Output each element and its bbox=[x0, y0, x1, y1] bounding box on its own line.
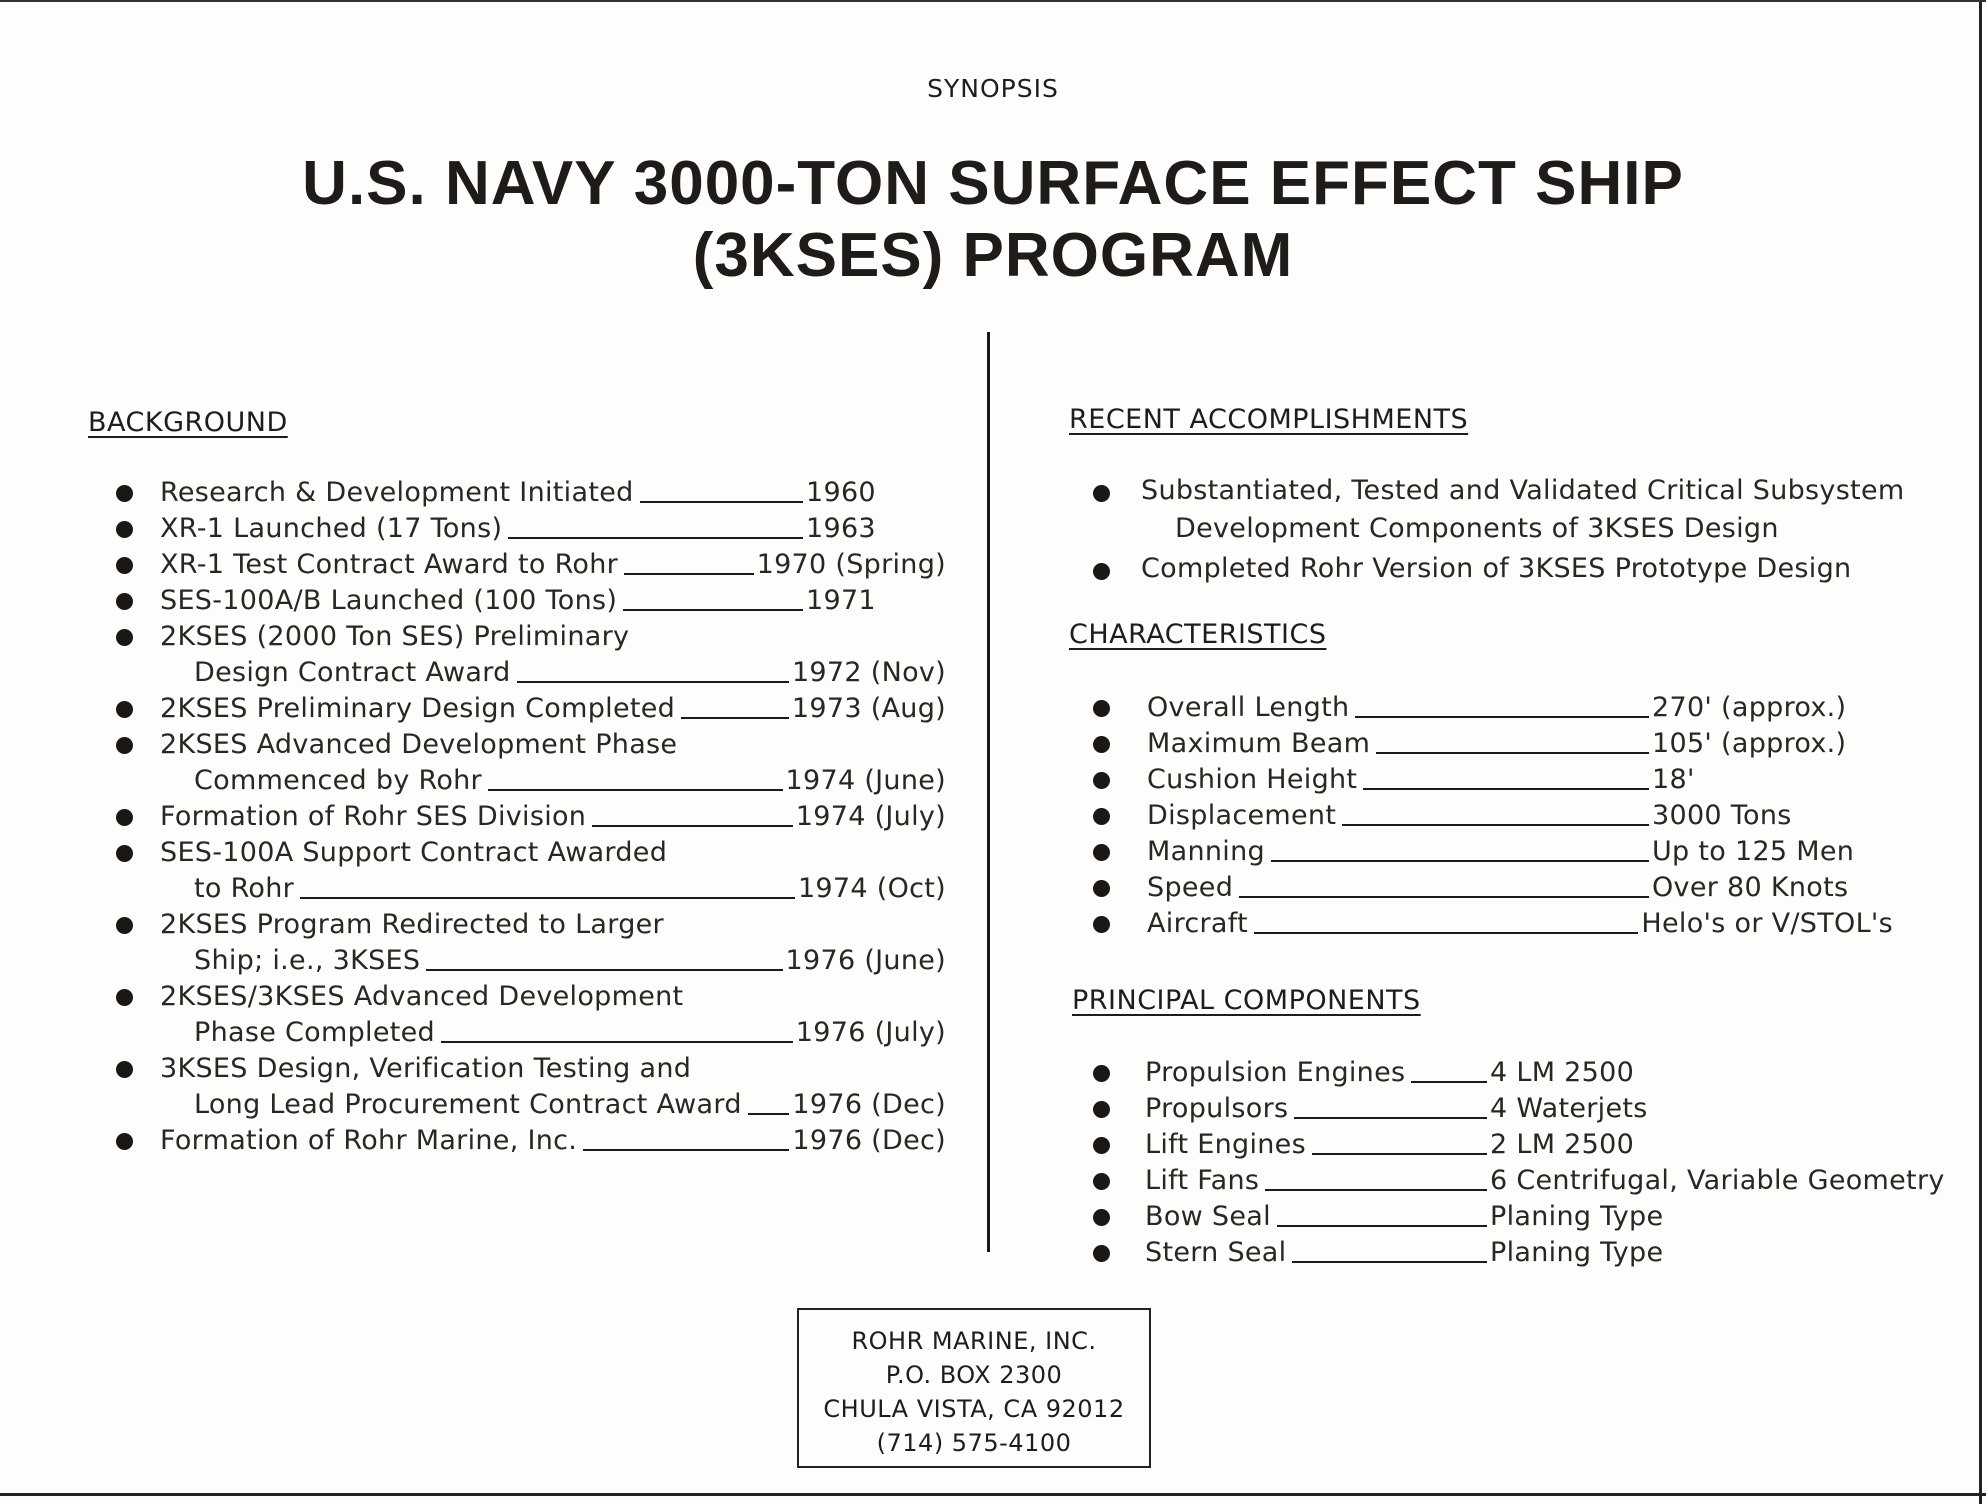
background-list bbox=[116, 475, 946, 1159]
item-date: 1976 (Dec) bbox=[792, 1125, 946, 1156]
item-value: 18' bbox=[1652, 764, 1695, 795]
list-item bbox=[1093, 870, 1893, 906]
item-label: Propulsors bbox=[1145, 1093, 1289, 1124]
item-date: 1960 bbox=[806, 477, 876, 508]
item-lead bbox=[160, 871, 798, 907]
item-text-cont: Commenced by Rohr bbox=[194, 765, 482, 796]
item-lead bbox=[1145, 1163, 1490, 1199]
leader-line bbox=[624, 573, 754, 575]
leader-line bbox=[1292, 1261, 1487, 1263]
characteristics-heading: CHARACTERISTICS bbox=[1069, 619, 1327, 650]
bullet-icon bbox=[116, 593, 133, 610]
title-line-2: (3KSES) PROGRAM bbox=[692, 221, 1294, 290]
item-text: SES-100A Support Contract Awarded bbox=[160, 837, 668, 868]
bullet-icon bbox=[1093, 1245, 1110, 1262]
bullet-icon bbox=[116, 521, 133, 538]
item-date: 1970 (Spring) bbox=[756, 549, 946, 580]
item-row bbox=[1147, 762, 1893, 798]
bullet-icon bbox=[1093, 1101, 1110, 1118]
column-divider bbox=[987, 332, 990, 1252]
bullet-icon bbox=[1093, 1065, 1110, 1082]
bullet-icon bbox=[116, 1061, 133, 1078]
leader-line bbox=[1312, 1153, 1487, 1155]
list-item bbox=[116, 799, 946, 835]
page-title bbox=[0, 148, 1986, 292]
list-item bbox=[1093, 834, 1893, 870]
bullet-icon bbox=[116, 485, 133, 502]
list-item bbox=[116, 619, 946, 691]
leader-line bbox=[1376, 752, 1649, 754]
item-lead bbox=[160, 1015, 796, 1051]
item-lead bbox=[160, 583, 806, 619]
bullet-icon bbox=[116, 629, 133, 646]
bullet-icon bbox=[1093, 880, 1110, 897]
item-text-cont: to Rohr bbox=[194, 873, 295, 904]
bullet-icon bbox=[116, 737, 133, 754]
list-item bbox=[1093, 1199, 1953, 1235]
bullet-icon bbox=[116, 809, 133, 826]
list-item bbox=[116, 511, 946, 547]
item-label: Lift Fans bbox=[1145, 1165, 1260, 1196]
item-text: XR-1 Test Contract Award to Rohr bbox=[160, 549, 619, 580]
item-label: Maximum Beam bbox=[1147, 728, 1371, 759]
list-item bbox=[1093, 550, 1933, 588]
item-date: 1973 (Aug) bbox=[791, 693, 946, 724]
list-item bbox=[116, 1123, 946, 1159]
bullet-icon bbox=[1093, 808, 1110, 825]
leader-line bbox=[681, 717, 789, 719]
leader-line bbox=[1239, 896, 1649, 898]
list-item bbox=[1093, 1055, 1953, 1091]
list-item bbox=[1093, 472, 1933, 548]
item-text: XR-1 Launched (17 Tons) bbox=[160, 513, 503, 544]
item-lead bbox=[1145, 1199, 1490, 1235]
item-date: 1974 (July) bbox=[795, 801, 946, 832]
leader-line bbox=[1355, 716, 1649, 718]
item-row bbox=[160, 799, 946, 835]
item-value: 4 Waterjets bbox=[1490, 1093, 1648, 1124]
item-lead bbox=[1145, 1127, 1490, 1163]
bullet-icon bbox=[116, 701, 133, 718]
bullet-icon bbox=[1093, 563, 1110, 580]
item-row bbox=[1147, 906, 1893, 942]
item-row bbox=[160, 547, 946, 583]
characteristics-list bbox=[1093, 690, 1893, 942]
list-item bbox=[1093, 1091, 1953, 1127]
item-text-cont: Long Lead Procurement Contract Award bbox=[194, 1089, 742, 1120]
leader-line bbox=[508, 537, 803, 539]
item-value: Over 80 Knots bbox=[1652, 872, 1849, 903]
item-date: 1974 (June) bbox=[785, 765, 946, 796]
bullet-icon bbox=[1093, 916, 1110, 933]
item-date: 1976 (June) bbox=[785, 945, 946, 976]
item-lead bbox=[160, 943, 786, 979]
item-row bbox=[160, 511, 946, 547]
item-lead bbox=[160, 511, 806, 547]
item-text: 2KSES Program Redirected to Larger bbox=[160, 909, 664, 940]
title-line-1: U.S. NAVY 3000-TON SURFACE EFFECT SHIP bbox=[302, 149, 1684, 218]
item-row bbox=[160, 943, 946, 979]
item-lead bbox=[160, 691, 792, 727]
item-value: 2 LM 2500 bbox=[1490, 1129, 1635, 1160]
list-item bbox=[1093, 1163, 1953, 1199]
item-lead bbox=[1147, 690, 1652, 726]
item-value: Planing Type bbox=[1490, 1201, 1664, 1232]
item-value: 6 Centrifugal, Variable Geometry bbox=[1490, 1165, 1945, 1196]
item-date: 1963 bbox=[806, 513, 876, 544]
item-row bbox=[1145, 1055, 1953, 1091]
item-text-cont: Design Contract Award bbox=[194, 657, 511, 688]
item-row bbox=[160, 475, 946, 511]
item-value: 3000 Tons bbox=[1652, 800, 1792, 831]
list-item bbox=[1093, 798, 1893, 834]
item-label: Aircraft bbox=[1147, 908, 1248, 939]
item-lead bbox=[1147, 726, 1652, 762]
item-row bbox=[1145, 1127, 1953, 1163]
item-row bbox=[160, 871, 946, 907]
list-item bbox=[1093, 1235, 1953, 1271]
item-row bbox=[1145, 1199, 1953, 1235]
item-row bbox=[160, 655, 946, 691]
item-text: Completed Rohr Version of 3KSES Prototype Design bbox=[1141, 553, 1852, 584]
item-lead bbox=[1145, 1055, 1490, 1091]
accomplishments-heading: RECENT ACCOMPLISHMENTS bbox=[1069, 404, 1469, 435]
item-lead bbox=[160, 475, 806, 511]
list-item bbox=[116, 835, 946, 907]
list-item bbox=[116, 1051, 946, 1123]
list-item bbox=[116, 583, 946, 619]
address-phone: (714) 575-4100 bbox=[876, 1429, 1072, 1457]
item-row bbox=[1145, 1163, 1953, 1199]
item-row bbox=[1147, 834, 1893, 870]
item-text: Research & Development Initiated bbox=[160, 477, 634, 508]
item-label: Propulsion Engines bbox=[1145, 1057, 1406, 1088]
item-date: 1972 (Nov) bbox=[791, 657, 946, 688]
supertitle: SYNOPSIS bbox=[927, 74, 1059, 103]
leader-line bbox=[1411, 1081, 1487, 1083]
list-item bbox=[116, 547, 946, 583]
address-city: CHULA VISTA, CA 92012 bbox=[823, 1395, 1125, 1423]
leader-line bbox=[441, 1041, 793, 1043]
leader-line bbox=[300, 897, 795, 899]
item-row bbox=[1147, 726, 1893, 762]
item-lead bbox=[160, 763, 786, 799]
leader-line bbox=[640, 501, 803, 503]
leader-line bbox=[583, 1149, 789, 1151]
item-lead bbox=[1147, 834, 1652, 870]
leader-line bbox=[748, 1113, 790, 1115]
address-pobox: P.O. BOX 2300 bbox=[885, 1361, 1063, 1389]
item-row bbox=[160, 1123, 946, 1159]
item-lead bbox=[1147, 906, 1641, 942]
bullet-icon bbox=[116, 1133, 133, 1150]
bullet-icon bbox=[116, 845, 133, 862]
item-value: 270' (approx.) bbox=[1652, 692, 1847, 723]
item-row bbox=[160, 763, 946, 799]
list-item bbox=[1093, 906, 1893, 942]
item-text: 3KSES Design, Verification Testing and bbox=[160, 1053, 692, 1084]
leader-line bbox=[517, 681, 789, 683]
leader-line bbox=[592, 825, 793, 827]
list-item bbox=[1093, 762, 1893, 798]
bullet-icon bbox=[116, 917, 133, 934]
list-item bbox=[116, 691, 946, 727]
list-item bbox=[1093, 1127, 1953, 1163]
item-lead bbox=[160, 799, 796, 835]
item-lead bbox=[1147, 870, 1652, 906]
background-heading: BACKGROUND bbox=[88, 407, 288, 438]
bullet-icon bbox=[1093, 1209, 1110, 1226]
leader-line bbox=[1277, 1225, 1487, 1227]
bullet-icon bbox=[116, 989, 133, 1006]
item-row bbox=[160, 1087, 946, 1123]
item-text: Formation of Rohr SES Division bbox=[160, 801, 587, 832]
item-date: 1974 (Oct) bbox=[797, 873, 946, 904]
item-label: Cushion Height bbox=[1147, 764, 1358, 795]
item-lead bbox=[1147, 762, 1652, 798]
leader-line bbox=[1294, 1117, 1487, 1119]
bullet-icon bbox=[1093, 772, 1110, 789]
item-row bbox=[1145, 1091, 1953, 1127]
item-text-cont: Phase Completed bbox=[194, 1017, 435, 1048]
item-value: Planing Type bbox=[1490, 1237, 1664, 1268]
item-text-cont: Development Components of 3KSES Design bbox=[1175, 513, 1779, 544]
address-box bbox=[797, 1308, 1151, 1468]
item-row bbox=[1147, 690, 1893, 726]
list-item bbox=[116, 907, 946, 979]
list-item bbox=[1093, 690, 1893, 726]
leader-line bbox=[488, 789, 783, 791]
item-row bbox=[1147, 798, 1893, 834]
item-text: Formation of Rohr Marine, Inc. bbox=[160, 1125, 578, 1156]
item-text: 2KSES Preliminary Design Completed bbox=[160, 693, 676, 724]
item-text: 2KSES/3KSES Advanced Development bbox=[160, 981, 684, 1012]
item-text: 2KSES (2000 Ton SES) Preliminary bbox=[160, 621, 630, 652]
item-row bbox=[160, 1015, 946, 1051]
leader-line bbox=[623, 609, 803, 611]
page-edge-bottom bbox=[0, 1493, 1986, 1496]
item-text: SES-100A/B Launched (100 Tons) bbox=[160, 585, 618, 616]
item-value: Helo's or V/STOL's bbox=[1641, 908, 1893, 939]
item-date: 1976 (July) bbox=[795, 1017, 946, 1048]
bullet-icon bbox=[1093, 1173, 1110, 1190]
item-text-cont: Ship; i.e., 3KSES bbox=[194, 945, 421, 976]
item-value: Up to 125 Men bbox=[1652, 836, 1855, 867]
item-label: Manning bbox=[1147, 836, 1265, 867]
list-item bbox=[116, 727, 946, 799]
item-row bbox=[1147, 870, 1893, 906]
leader-line bbox=[1271, 860, 1649, 862]
bullet-icon bbox=[1093, 1137, 1110, 1154]
leader-line bbox=[1342, 824, 1649, 826]
item-date: 1971 bbox=[806, 585, 876, 616]
item-row bbox=[160, 583, 946, 619]
list-item bbox=[1093, 726, 1893, 762]
item-value: 105' (approx.) bbox=[1652, 728, 1847, 759]
item-label: Speed bbox=[1147, 872, 1234, 903]
item-row bbox=[160, 691, 946, 727]
components-list bbox=[1093, 1055, 1953, 1271]
item-label: Stern Seal bbox=[1145, 1237, 1287, 1268]
address-company: ROHR MARINE, INC. bbox=[851, 1327, 1097, 1355]
item-value: 4 LM 2500 bbox=[1490, 1057, 1635, 1088]
components-heading: PRINCIPAL COMPONENTS bbox=[1072, 985, 1421, 1016]
item-row bbox=[1145, 1235, 1953, 1271]
bullet-icon bbox=[1093, 736, 1110, 753]
item-lead bbox=[1145, 1235, 1490, 1271]
bullet-icon bbox=[1093, 844, 1110, 861]
item-date: 1976 (Dec) bbox=[792, 1089, 946, 1120]
item-label: Displacement bbox=[1147, 800, 1337, 831]
item-label: Overall Length bbox=[1147, 692, 1350, 723]
leader-line bbox=[1363, 788, 1649, 790]
item-lead bbox=[1147, 798, 1652, 834]
item-lead bbox=[160, 655, 792, 691]
bullet-icon bbox=[1093, 700, 1110, 717]
list-item bbox=[116, 979, 946, 1051]
item-text: 2KSES Advanced Development Phase bbox=[160, 729, 678, 760]
bullet-icon bbox=[1093, 485, 1110, 502]
accomplishments-list bbox=[1093, 472, 1933, 590]
leader-line bbox=[1254, 932, 1638, 934]
leader-line bbox=[426, 969, 782, 971]
item-lead bbox=[160, 1087, 792, 1123]
item-lead bbox=[160, 1123, 792, 1159]
item-lead bbox=[160, 547, 757, 583]
item-text: Substantiated, Tested and Validated Critical Subsystem bbox=[1141, 475, 1905, 506]
item-lead bbox=[1145, 1091, 1490, 1127]
item-label: Bow Seal bbox=[1145, 1201, 1271, 1232]
leader-line bbox=[1265, 1189, 1487, 1191]
list-item bbox=[116, 475, 946, 511]
item-label: Lift Engines bbox=[1145, 1129, 1306, 1160]
bullet-icon bbox=[116, 557, 133, 574]
